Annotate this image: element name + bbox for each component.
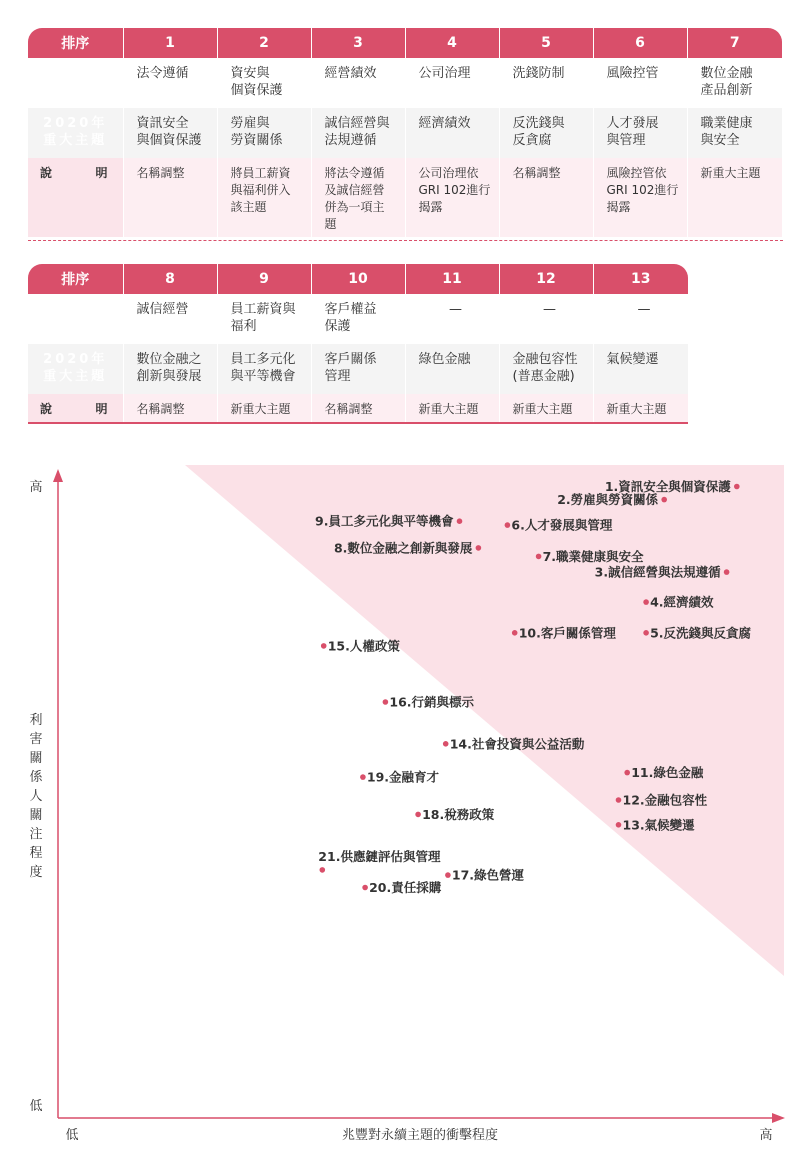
row-label: 2019年 重大主題 [28, 294, 123, 344]
data-point-label: 6.人才發展與管理 [511, 517, 613, 533]
table-cell: 數位金融 產品創新 [687, 58, 782, 108]
table-cell: 綠色金融 [405, 344, 499, 394]
row-label-right: 明 [95, 166, 111, 180]
data-point-label: 13.氣候變遷 [622, 817, 695, 833]
row-label: 2019年 重大主題 [28, 58, 123, 108]
data-point [362, 885, 368, 891]
data-point [624, 770, 630, 776]
x-axis-title: 兆豐對永續主題的衝擊程度 [341, 1128, 499, 1143]
data-point-label: 17.綠色營運 [451, 867, 525, 883]
table-cell: 公司治理 [405, 58, 499, 108]
data-point [734, 484, 740, 490]
table-cell: 客戶權益 保護 [311, 294, 405, 344]
data-point-label: 16.行銷與標示 [389, 694, 475, 710]
row-label-right: 明 [95, 402, 111, 416]
table-cell: 新重大主題 [217, 394, 311, 422]
table-cell: 人才發展 與管理 [593, 108, 687, 158]
data-point-label: 14.社會投資與公益活動 [449, 736, 585, 752]
table-cell: 客戶關係 管理 [311, 344, 405, 394]
table-1-header-col-4: 4 [405, 28, 499, 58]
row-label [28, 158, 123, 237]
data-point [724, 569, 730, 575]
data-point-label: 20.責任採購 [369, 880, 442, 895]
table-cell: 金融包容性 (普惠金融) [499, 344, 593, 394]
table-1-row-2020-topic [28, 108, 782, 158]
table-1-header-col-6: 6 [593, 28, 687, 58]
data-point [443, 741, 449, 747]
data-point-label: 10.客戶關係管理 [518, 625, 616, 641]
data-point [383, 699, 389, 705]
table-cell: 誠信經營與 法規遵循 [311, 108, 405, 158]
data-point-label: 8.數位金融之創新與發展 [333, 540, 473, 556]
table-cell: 氣候變遷 [593, 344, 688, 394]
high-materiality-triangle [185, 465, 784, 976]
table-cell: 名稱調整 [499, 158, 593, 237]
data-point [505, 522, 511, 528]
table-cell: 法令遵循 [123, 58, 217, 108]
data-point-label: 15.人權政策 [327, 638, 400, 654]
data-point [457, 518, 463, 524]
table-cell: 新重大主題 [687, 158, 782, 237]
data-point [415, 812, 421, 818]
row-label: 2020年 重大主題 [28, 344, 123, 394]
table-cell: 新重大主題 [499, 394, 593, 422]
x-low-label: 低 [65, 1128, 79, 1143]
data-point [360, 774, 366, 780]
table-2-row-2019-topic [28, 294, 688, 344]
table-cell: 員工薪資與 福利 [217, 294, 311, 344]
table-cell: — [593, 294, 688, 344]
table-2-header-col-9: 9 [217, 264, 311, 294]
table-1-dashed-divider [28, 240, 783, 241]
y-axis-title: 利害關係人關注程度 [29, 713, 43, 880]
data-point-label: 19.金融育才 [366, 769, 440, 785]
data-point-label: 11.綠色金融 [631, 765, 704, 781]
table-cell: 名稱調整 [123, 394, 217, 422]
data-point [616, 822, 622, 828]
table-cell: 員工多元化 與平等機會 [217, 344, 311, 394]
table-2-header-col-8: 8 [123, 264, 217, 294]
table-1-header-row [28, 28, 782, 58]
data-point-label: 1.資訊安全與個資保護 [604, 479, 731, 494]
table-2-header-row [28, 264, 688, 294]
data-point-label: 5.反洗錢與反貪腐 [650, 625, 752, 641]
table-2-header-col-11: 11 [405, 264, 499, 294]
table-cell: 誠信經營 [123, 294, 217, 344]
data-point-label: 9.員工多元化與平等機會 [315, 513, 454, 529]
data-point-label: 2.勞雇與勞資關係 [557, 492, 659, 508]
data-point-label: 12.金融包容性 [622, 792, 708, 808]
table-2-header-col-12: 12 [499, 264, 593, 294]
table-cell: 將法令遵循 及誠信經營 併為一項主 題 [311, 158, 405, 237]
table-cell: 數位金融之 創新與發展 [123, 344, 217, 394]
table-1-header-col-3: 3 [311, 28, 405, 58]
data-point [616, 797, 622, 803]
row-label-left: 說 [40, 166, 56, 180]
data-point-label: 21.供應鏈評估與管理 [318, 848, 441, 864]
data-point-label: 7.職業健康與安全 [542, 548, 644, 564]
x-high-label: 高 [759, 1128, 773, 1143]
table-1-header-col-2: 2 [217, 28, 311, 58]
table-cell: 經濟績效 [405, 108, 499, 158]
materiality-matrix-chart [0, 453, 810, 1173]
data-point [643, 630, 649, 636]
data-point-label: 3.誠信經營與法規遵循 [594, 564, 721, 580]
table-cell: 公司治理依 GRI 102進行 揭露 [405, 158, 499, 237]
table-1-row-2019-topic [28, 58, 782, 108]
table-1-row-note [28, 158, 782, 237]
row-label [28, 394, 123, 422]
table-cell: 勞雇與 勞資關係 [217, 108, 311, 158]
table-cell: 洗錢防制 [499, 58, 593, 108]
table-cell: 新重大主題 [593, 394, 688, 422]
table-2-row-note [28, 394, 688, 422]
y-low-label: 低 [29, 1099, 43, 1114]
table-cell: 職業健康 與安全 [687, 108, 782, 158]
data-point-label: 18.稅務政策 [422, 806, 495, 822]
table-2-header-col-13: 13 [593, 264, 688, 294]
data-point [321, 643, 327, 649]
material-topics-table-2 [28, 264, 689, 422]
table-2-bottom-rule [28, 422, 688, 424]
table-2-header-col-10: 10 [311, 264, 405, 294]
data-point [476, 545, 482, 551]
table-2-row-2020-topic [28, 344, 688, 394]
table-cell: 將員工薪資 與福利併入 該主題 [217, 158, 311, 237]
table-cell: 經營績效 [311, 58, 405, 108]
data-point [512, 630, 518, 636]
data-point [320, 867, 326, 873]
table-cell: 名稱調整 [123, 158, 217, 237]
x-axis-arrow-icon [772, 1113, 785, 1123]
data-point [536, 554, 542, 560]
table-cell: — [405, 294, 499, 344]
table-cell: 風險控管依 GRI 102進行 揭露 [593, 158, 687, 237]
row-label: 2020年 重大主題 [28, 108, 123, 158]
data-point-label: 4.經濟績效 [650, 594, 714, 610]
data-point [643, 599, 649, 605]
table-1-header-col-1: 1 [123, 28, 217, 58]
y-axis-arrow-icon [53, 469, 63, 482]
material-topics-table-1 [28, 28, 783, 237]
table-2-header-rank: 排序 [28, 264, 123, 294]
table-1-header-rank: 排序 [28, 28, 123, 58]
table-1-header-col-7: 7 [687, 28, 782, 58]
table-cell: 風險控管 [593, 58, 687, 108]
table-cell: 名稱調整 [311, 394, 405, 422]
row-label-left: 說 [40, 402, 56, 416]
table-1-header-col-5: 5 [499, 28, 593, 58]
table-cell: 資訊安全 與個資保護 [123, 108, 217, 158]
data-point [445, 872, 451, 878]
y-high-label: 高 [29, 480, 43, 495]
table-cell: 新重大主題 [405, 394, 499, 422]
table-cell: — [499, 294, 593, 344]
data-point [661, 497, 667, 503]
table-cell: 反洗錢與 反貪腐 [499, 108, 593, 158]
table-cell: 資安與 個資保護 [217, 58, 311, 108]
